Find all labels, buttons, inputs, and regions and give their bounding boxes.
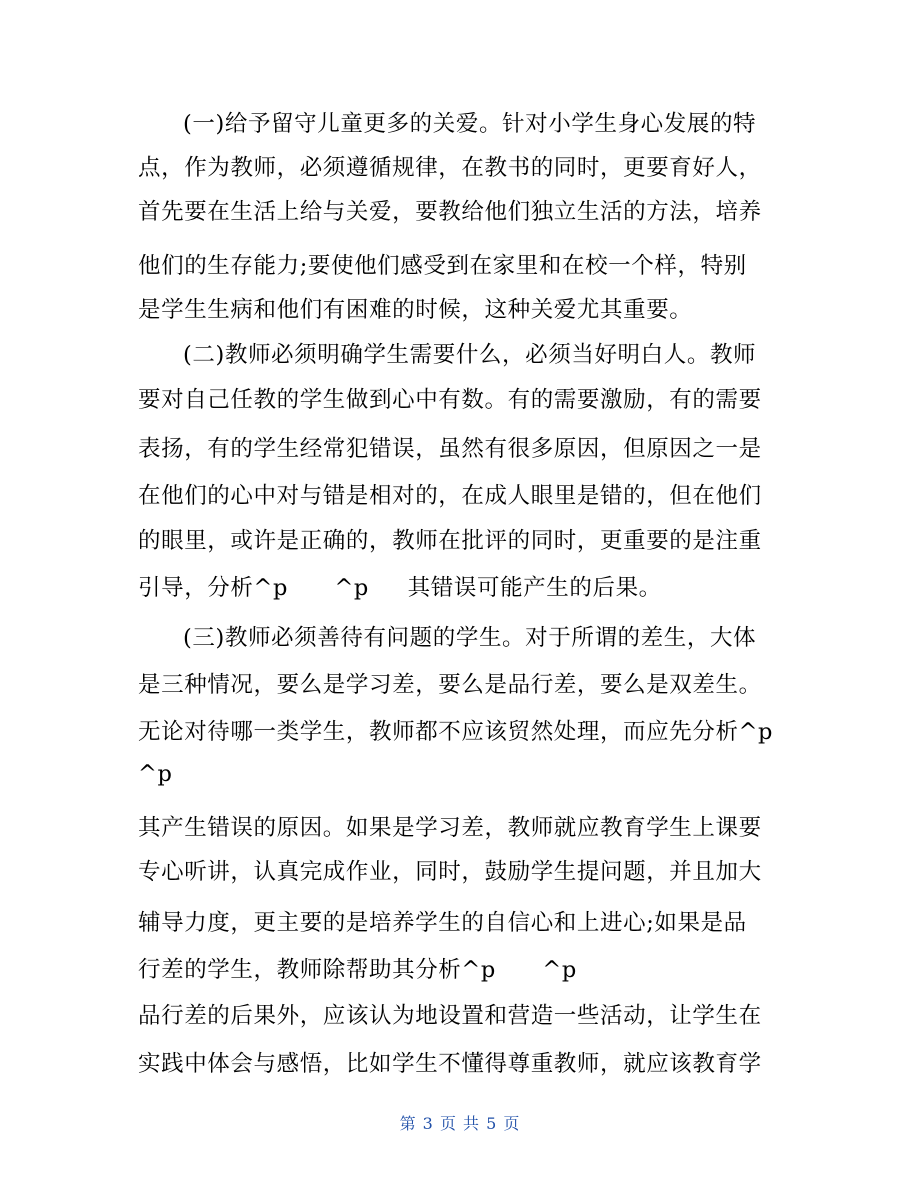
paragraph-3-line-7: 辅导力度，更主要的是培养学生的自信心和上进心;如果是品 xyxy=(138,910,747,936)
paragraph-3-line-10: 实践中体会与感悟，比如学生不懂得尊重教师，就应该教育学 xyxy=(138,1051,762,1077)
paragraph-2-line-5: 的眼里，或许是正确的，教师在批评的同时，更重要的是注重 xyxy=(138,528,762,554)
paragraph-2-line-1: (二)教师必须明确学生需要什么，必须当好明白人。教师 xyxy=(183,342,757,368)
paragraph-2-line-3: 表扬，有的学生经常犯错误，虽然有很多原因，但原因之一是 xyxy=(138,436,762,462)
paragraph-1-line-5: 是学生生病和他们有困难的时候，这种关爱尤其重要。 xyxy=(138,297,693,323)
paragraph-1-line-3: 首先要在生活上给与关爱，要教给他们独立生活的方法，培养 xyxy=(138,199,762,225)
paragraph-3-line-3: 无论对待哪一类学生，教师都不应该贸然处理，而应先分析^p xyxy=(138,719,774,745)
paragraph-2-line-2: 要对自己任教的学生做到心中有数。有的需要激励，有的需要 xyxy=(138,387,762,413)
paragraph-1-line-2: 点，作为教师，必须遵循规律，在教书的同时，更要育好人， xyxy=(138,155,762,181)
paragraph-3-line-9: 品行差的后果外，应该认为地设置和营造一些活动，让学生在 xyxy=(138,1003,762,1029)
page-number-footer: 第 3 页 共 5 页 xyxy=(399,1114,521,1133)
paragraph-2-line-4: 在他们的心中对与错是相对的，在成人眼里是错的，但在他们 xyxy=(138,483,762,509)
paragraph-3-line-1: (三)教师必须善待有问题的学生。对于所谓的差生，大体 xyxy=(183,625,757,651)
paragraph-3-line-5: 其产生错误的原因。如果是学习差，教师就应教育学生上课要 xyxy=(138,815,762,841)
paragraph-1-line-4: 他们的生存能力;要使他们感受到在家里和在校一个样，特别 xyxy=(138,253,747,279)
paragraph-1-line-1: (一)给予留守儿童更多的关爱。针对小学生身心发展的特 xyxy=(183,111,757,137)
paragraph-3-line-8: 行差的学生，教师除帮助其分析^p ^p xyxy=(138,957,577,983)
paragraph-3-line-4: ^p xyxy=(138,761,173,787)
paragraph-2-line-6: 引导，分析^p ^p 其错误可能产生的后果。 xyxy=(138,575,662,601)
paragraph-3-line-2: 是三种情况，要么是学习差，要么是品行差，要么是双差生。 xyxy=(138,672,762,698)
paragraph-3-line-6: 专心听讲，认真完成作业，同时，鼓励学生提问题，并且加大 xyxy=(138,859,762,885)
